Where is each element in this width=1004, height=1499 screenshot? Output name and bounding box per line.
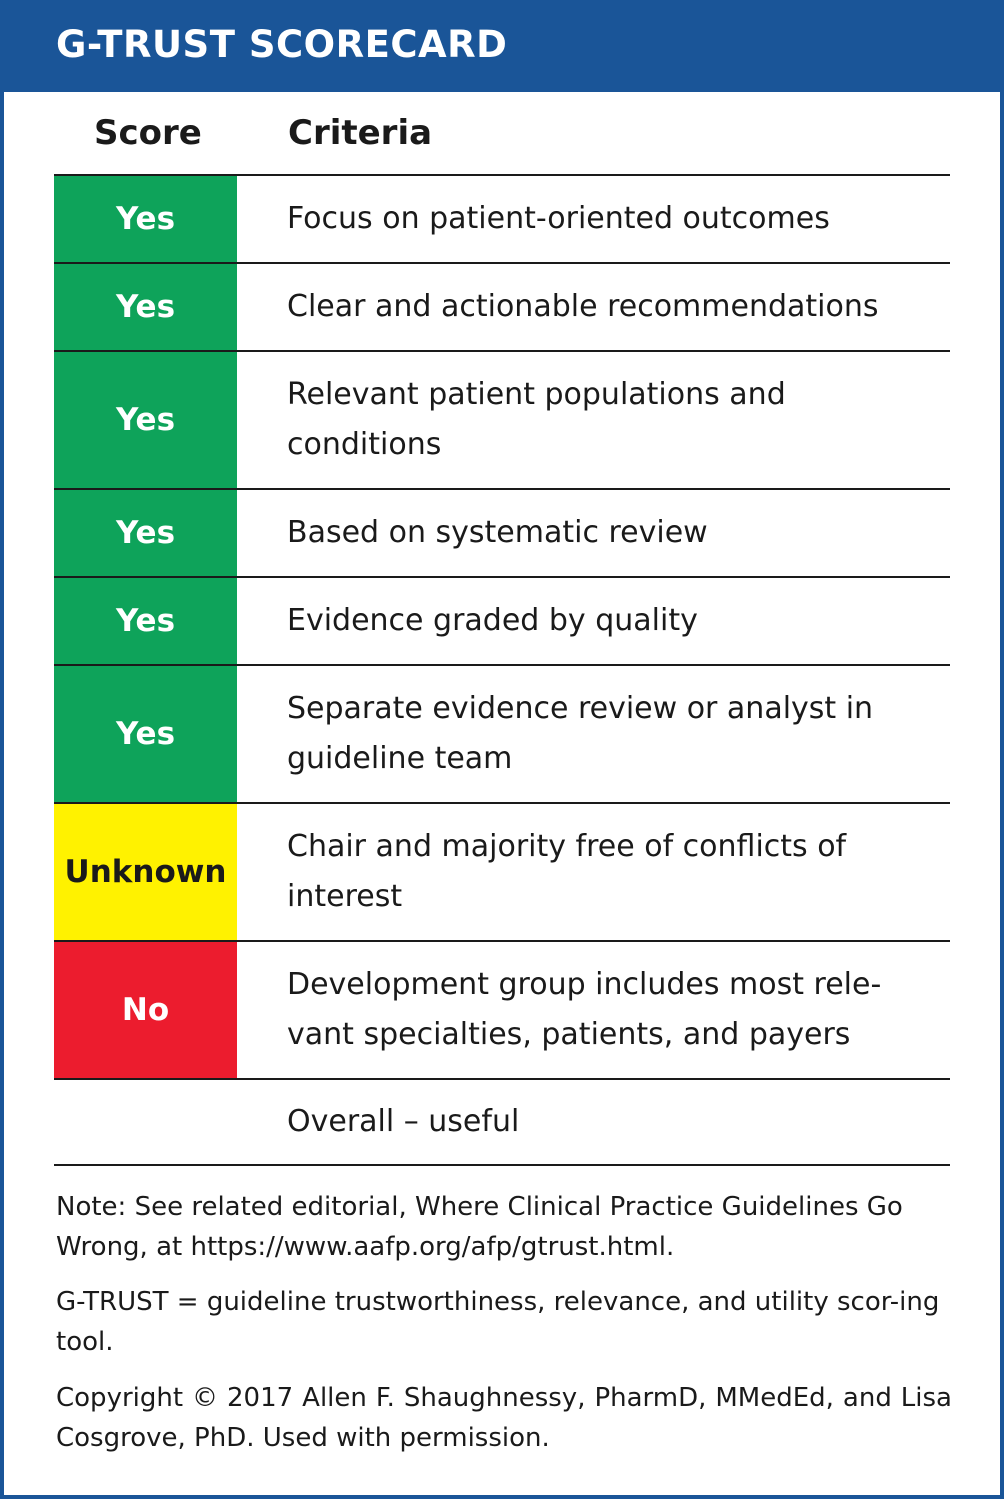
copyright-note: Copyright © 2017 Allen F. Shaughnessy, PharmD, MMedEd, and Lisa Cosgrove, PhD. Used with permission. <box>56 1383 952 1453</box>
criteria-text: Evidence graded by quality <box>287 603 698 638</box>
score-badge: No <box>54 942 237 1078</box>
score-badge: Unknown <box>54 804 237 940</box>
score-badge: Yes <box>54 578 237 664</box>
table-row <box>54 262 950 350</box>
table-row <box>54 488 950 576</box>
criteria-text: Focus on patient-oriented outcomes <box>287 201 830 236</box>
table-row <box>54 802 950 940</box>
table-row <box>54 350 950 488</box>
table-row <box>54 940 950 1078</box>
scorecard-header <box>4 4 1000 92</box>
criteria-text: Separate evidence review or analyst in guideline team <box>287 691 874 776</box>
scorecard-table <box>54 174 950 1166</box>
page-title: G-TRUST SCORECARD <box>56 23 508 66</box>
table-row <box>54 576 950 664</box>
table-row <box>54 664 950 802</box>
score-badge: Yes <box>54 352 237 488</box>
score-badge-empty <box>54 1080 237 1164</box>
overall-text: Overall – useful <box>287 1104 520 1139</box>
criteria-text: Development group includes most rele-vant specialties, patients, and payers <box>287 967 882 1052</box>
table-row <box>54 174 950 262</box>
score-badge: Yes <box>54 176 237 262</box>
criteria-text: Relevant patient populations and conditions <box>287 377 786 462</box>
score-badge: Yes <box>54 264 237 350</box>
score-column-header: Score <box>94 113 202 153</box>
criteria-text: Chair and majority free of conflicts of interest <box>287 829 847 914</box>
score-badge: Yes <box>54 490 237 576</box>
definition-note: G-TRUST = guideline trustworthiness, relevance, and utility scor-ing tool. <box>56 1287 940 1357</box>
criteria-text: Clear and actionable recommendations <box>287 289 879 324</box>
criteria-text: Based on systematic review <box>287 515 708 550</box>
overall-row <box>54 1078 950 1166</box>
editorial-note: Note: See related editorial, Where Clinical Practice Guidelines Go Wrong, at https://www.aafp.org/afp/gtrust.html. <box>56 1192 903 1262</box>
score-badge: Yes <box>54 666 237 802</box>
criteria-column-header: Criteria <box>288 113 433 153</box>
